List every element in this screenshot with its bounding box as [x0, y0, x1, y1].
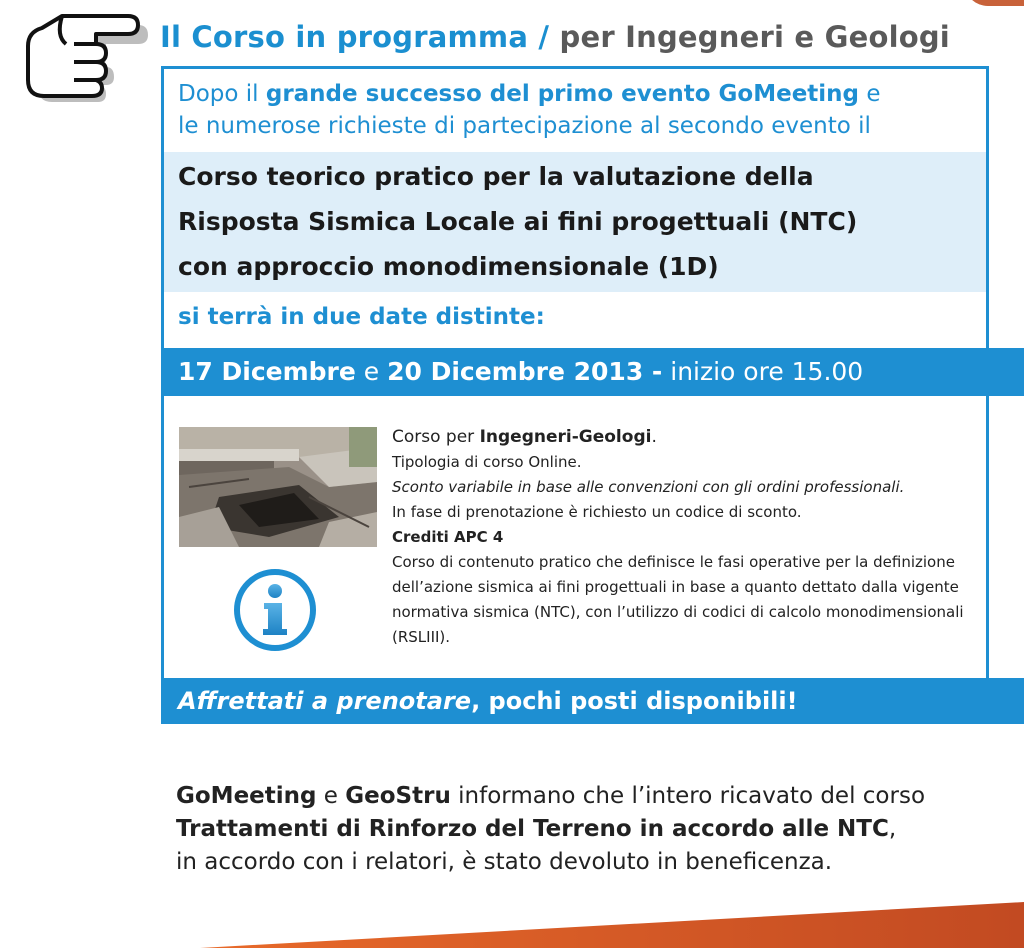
start-time: inizio ore 15.00: [662, 357, 864, 386]
course-title-line-1: Corso teorico pratico per la valutazione della: [178, 162, 814, 191]
previous-course-title: Trattamenti di Rinforzo del Terreno in accordo alle NTC: [176, 816, 889, 842]
pointing-hand-icon: [22, 2, 152, 102]
cta-italic: Affrettati a prenotare: [178, 687, 472, 715]
course-type: Tipologia di corso Online.: [392, 453, 582, 471]
audience-suffix: .: [651, 427, 657, 447]
audience-prefix: Corso per: [392, 427, 480, 447]
footer-line-3: in accordo con i relatori, è stato devoluto in beneficenza.: [176, 849, 833, 875]
footer-conj: e: [316, 783, 346, 809]
discount-note: Sconto variabile in base alle convenzioni con gli ordini professionali.: [392, 478, 905, 496]
org-gomeeting: GoMeeting: [176, 783, 317, 809]
audience: Ingegneri-Geologi: [479, 427, 652, 447]
booking-cta-bar: [161, 678, 1024, 724]
course-description: Corso di contenuto pratico che definisce le fasi operative per la definizione dell’azione sismica ai fini progettuali in base a quanto dettato dalla vigente normativa sismica (NTC), con l’utilizzo di codici di calcolo monodimensionali (RSLIII).: [392, 553, 964, 646]
heading-main: Il Corso in programma: [160, 20, 529, 54]
heading-sub: per Ingegneri e Geologi: [559, 20, 950, 54]
heading-slash: /: [528, 20, 560, 54]
date-conjunction: e: [355, 357, 388, 386]
org-geostru: GeoStru: [345, 783, 451, 809]
page-heading: [160, 20, 950, 54]
intro-text-2: e: [859, 81, 881, 107]
course-title-line-2: Risposta Sismica Locale ai fini progettuali (NTC): [178, 207, 858, 236]
corner-decoration: [964, 0, 1024, 6]
intro-text: [178, 78, 978, 142]
info-icon: [234, 569, 316, 651]
footer-comma: ,: [888, 816, 897, 842]
date-first: 17 Dicembre: [178, 357, 356, 386]
cta-rest: , pochi posti disponibili!: [471, 687, 798, 715]
credits: Crediti APC 4: [392, 528, 504, 546]
intro-highlight: grande successo del primo evento GoMeeting: [265, 81, 860, 107]
intro-line-2: le numerose richieste di partecipazione al secondo evento il: [178, 113, 871, 139]
earthquake-damage-photo: [179, 427, 377, 547]
date-second: 20 Dicembre 2013 -: [387, 357, 663, 386]
footer-text-1: informano che l’intero ricavato del corso: [450, 783, 926, 809]
course-details: [392, 424, 982, 650]
course-title: [178, 154, 978, 289]
date-bar: [161, 348, 1024, 396]
charity-notice: [176, 780, 1016, 879]
code-note: In fase di prenotazione è richiesto un codice di sconto.: [392, 503, 802, 521]
audience-line: [392, 424, 982, 450]
dates-label: si terrà in due date distinte:: [178, 304, 545, 330]
orange-stripe-decoration: [0, 898, 1024, 948]
course-title-line-3: con approccio monodimensionale (1D): [178, 252, 719, 281]
intro-text-1: Dopo il: [178, 81, 266, 107]
